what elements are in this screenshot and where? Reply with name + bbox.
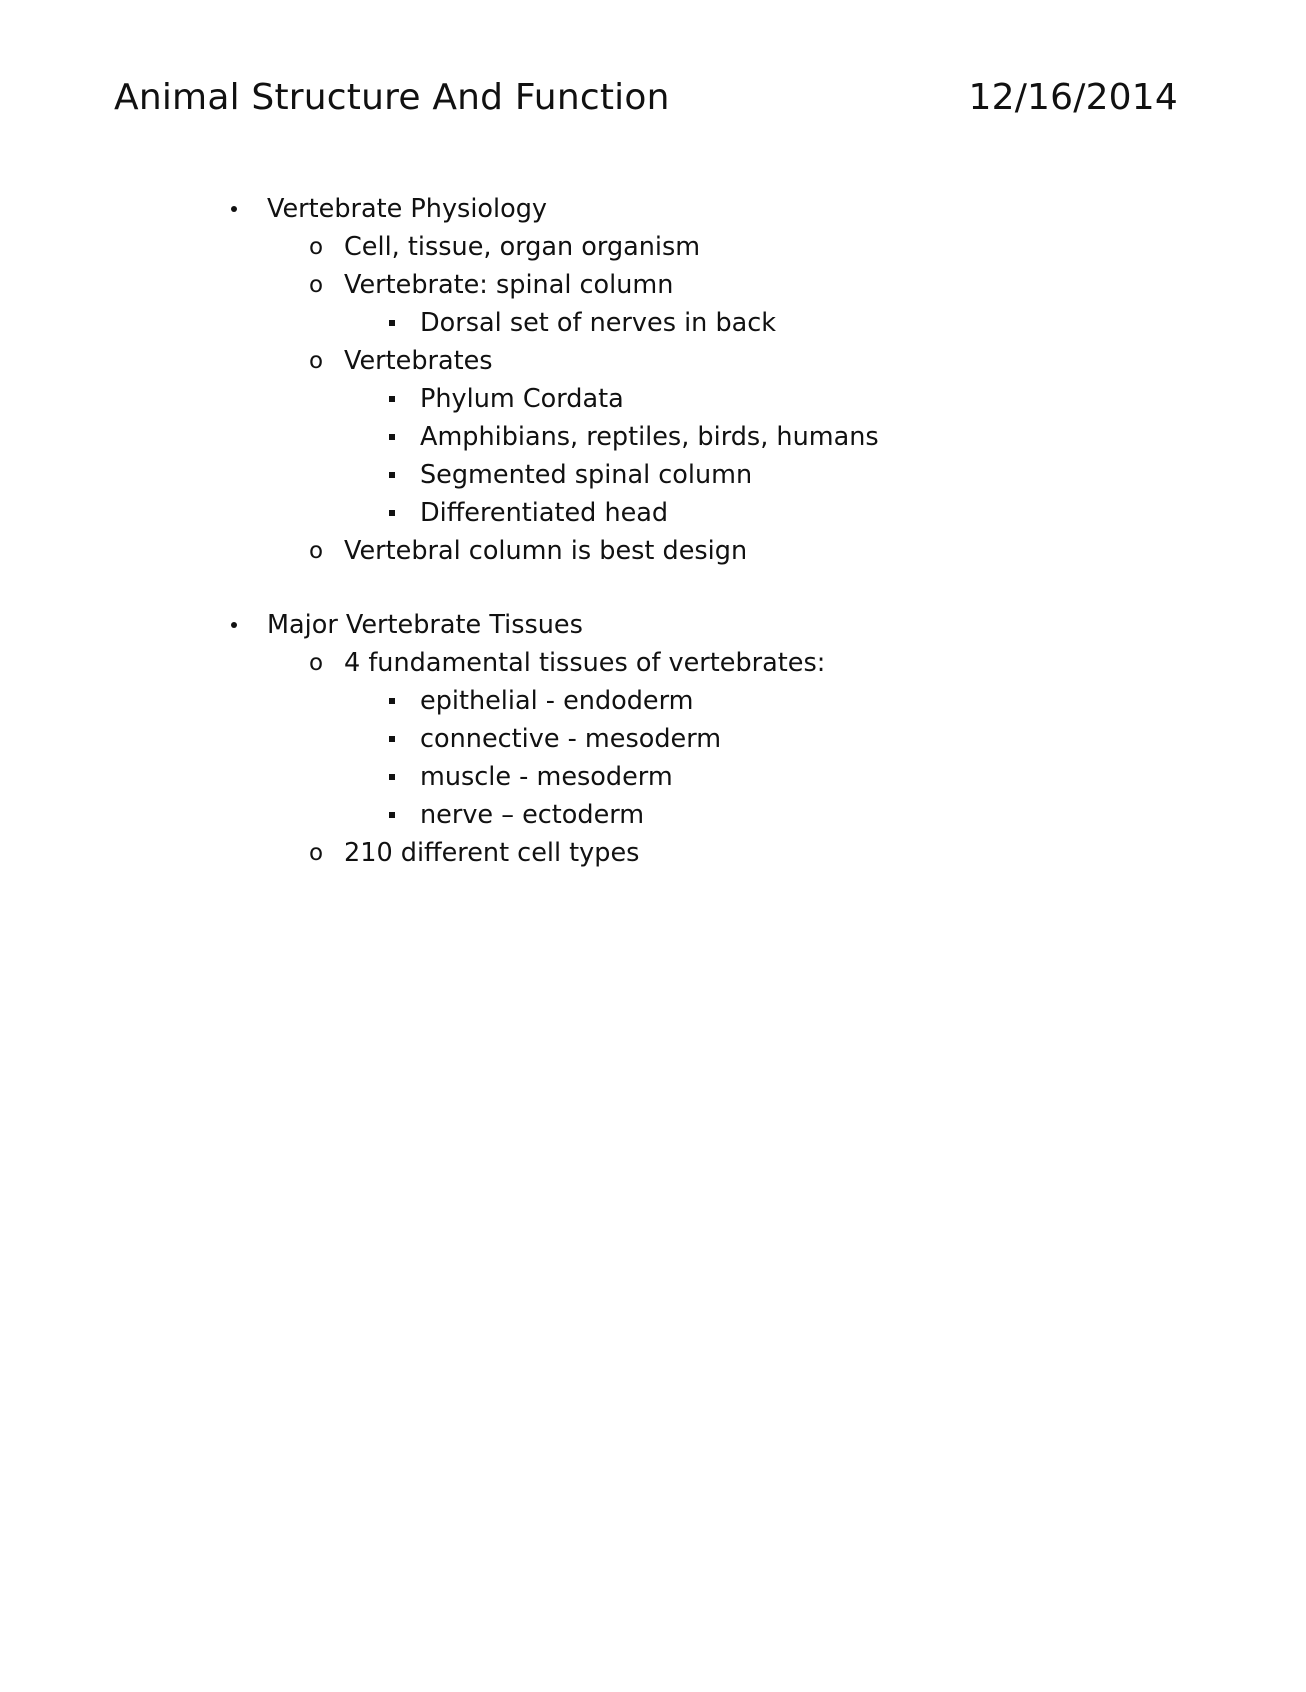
bullet-dot-icon — [224, 190, 244, 228]
bullet-dot-icon — [224, 606, 244, 644]
bullet-circle-icon: o — [308, 650, 324, 676]
list-item-text: connective - mesoderm — [420, 724, 722, 754]
list-item-text: muscle - mesoderm — [420, 762, 673, 792]
list-item-text: Cell, tissue, organ organism — [344, 232, 701, 262]
list-item-text: epithelial - endoderm — [420, 686, 694, 716]
list-item-text: Segmented spinal column — [420, 460, 753, 490]
list-item — [224, 532, 1124, 570]
document-date: 12/16/2014 — [968, 76, 1178, 118]
list-item — [224, 834, 1124, 872]
section-spacer — [224, 570, 1124, 606]
list-item — [224, 190, 1124, 228]
bullet-square-icon — [382, 494, 402, 532]
list-item-text: Major Vertebrate Tissues — [267, 610, 583, 640]
list-item-text: nerve – ectoderm — [420, 800, 645, 830]
list-item-text: Phylum Cordata — [420, 384, 624, 414]
list-item-text: 210 different cell types — [344, 838, 640, 868]
list-item-text: 4 fundamental tissues of vertebrates: — [344, 648, 826, 678]
bullet-square-icon — [382, 682, 402, 720]
list-item-text: Vertebrates — [344, 346, 493, 376]
bullet-circle-icon: o — [308, 234, 324, 260]
list-item — [224, 228, 1124, 266]
list-item-text: Differentiated head — [420, 498, 669, 528]
bullet-square-icon — [382, 456, 402, 494]
list-item — [224, 266, 1124, 304]
list-item — [224, 644, 1124, 682]
bullet-circle-icon: o — [308, 348, 324, 374]
list-item — [224, 342, 1124, 380]
bullet-square-icon — [382, 380, 402, 418]
document-title: Animal Structure And Function — [114, 76, 670, 118]
bullet-circle-icon: o — [308, 840, 324, 866]
bullet-square-icon — [382, 796, 402, 834]
list-item — [224, 682, 1124, 720]
bullet-square-icon — [382, 720, 402, 758]
list-item — [224, 304, 1124, 342]
list-item — [224, 456, 1124, 494]
list-item — [224, 758, 1124, 796]
list-item — [224, 380, 1124, 418]
notes-outline — [224, 190, 1124, 872]
bullet-circle-icon: o — [308, 272, 324, 298]
bullet-circle-icon: o — [308, 538, 324, 564]
list-item-text: Amphibians, reptiles, birds, humans — [420, 422, 879, 452]
list-item — [224, 606, 1124, 644]
list-item-text: Vertebrate: spinal column — [344, 270, 674, 300]
bullet-square-icon — [382, 304, 402, 342]
list-item-text: Vertebral column is best design — [344, 536, 748, 566]
list-item — [224, 720, 1124, 758]
list-item — [224, 796, 1124, 834]
document-header — [114, 72, 1178, 122]
bullet-square-icon — [382, 418, 402, 456]
bullet-square-icon — [382, 758, 402, 796]
list-item-text: Dorsal set of nerves in back — [420, 308, 777, 338]
list-item — [224, 494, 1124, 532]
list-item — [224, 418, 1124, 456]
list-item-text: Vertebrate Physiology — [267, 194, 547, 224]
